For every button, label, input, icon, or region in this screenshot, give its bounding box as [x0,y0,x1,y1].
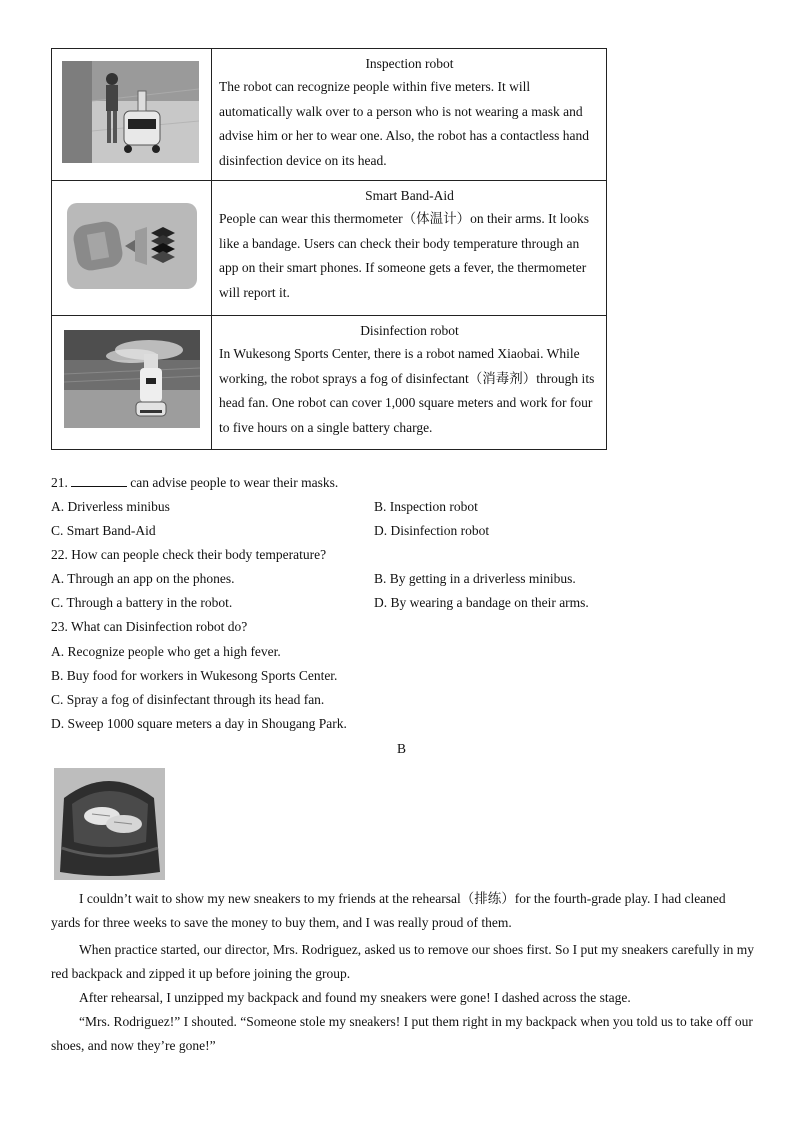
option-a: A. Driverless minibus [51,499,170,514]
option-d: D. Disinfection robot [374,523,490,538]
option-c: C. Smart Band-Aid [51,523,156,538]
table-text-cell [212,49,607,181]
robot-description: People can wear this thermometer（体温计）on their arms. It looks like a bandage. Users can check their body temperature through an app on their smart phones. If someone gets a fever, the thermometer will report it. [219,211,590,300]
table-image-cell [52,181,212,316]
option-c: C. Spray a fog of disinfectant through its head fan. [51,692,325,707]
story-paragraph: “Mrs. Rodriguez!” I shouted. “Someone stole my sneakers! I put them right in my backpack when you told us to take off our shoes, and now they’re gone!” [51,1014,753,1054]
option-a: A. Through an app on the phones. [51,571,235,586]
section-b-label: B [397,741,407,756]
smart-band-aid-illustration [67,203,211,293]
answer-blank [71,473,127,487]
option-b: B. Buy food for workers in Wukesong Sports Center. [51,668,338,683]
option-b: B. By getting in a driverless minibus. [374,571,576,586]
robot-title: Smart Band-Aid [365,188,454,203]
table-image-cell [52,49,212,181]
option-a: A. Recognize people who get a high fever. [51,644,281,659]
table-image-cell [52,316,212,450]
question-22: 22. How can people check their body temperature? [51,547,327,562]
question-stem: can advise people to wear their masks. [130,475,339,490]
story-paragraph: When practice started, our director, Mrs. Rodriguez, asked us to remove our shoes first. So I put my sneakers carefully in my red backpack and zipped it up before joining the group. [51,942,755,982]
question-23: 23. What can Disinfection robot do? [51,619,248,634]
backpack-sneakers-photo [54,768,165,884]
story-paragraph: I couldn’t wait to show my new sneakers to my friends at the rehearsal（排练）for the fourth-grade play. I had cleaned yards for three weeks to save the money to buy them, and I was really proud of them. [51,891,726,931]
robot-description: In Wukesong Sports Center, there is a robot named Xiaobai. While working, the robot sprays a fog of disinfectant（消毒剂）through its head fan. One robot can cover 1,000 square meters and work for four to five hours on a single battery charge. [219,346,595,435]
question-21 [51,471,338,495]
table-row [52,49,607,181]
table-text-cell [212,181,607,316]
robots-table [51,48,607,450]
question-number: 21. [51,475,68,490]
option-b: B. Inspection robot [374,499,478,514]
option-d: D. By wearing a bandage on their arms. [374,595,589,610]
table-row [52,316,607,450]
story-paragraph: After rehearsal, I unzipped my backpack and found my sneakers were gone! I dashed across the stage. [79,990,631,1005]
table-text-cell [212,316,607,450]
robot-title: Inspection robot [365,56,454,71]
option-c: C. Through a battery in the robot. [51,595,233,610]
robot-description: The robot can recognize people within five meters. It will automatically walk over to a person who is not wearing a mask and advise him or her to wear one. Also, the robot has a contactless hand disinfection device on its head. [219,79,590,168]
option-d: D. Sweep 1000 square meters a day in Shougang Park. [51,716,347,731]
robot-title: Disinfection robot [360,323,459,338]
table-row [52,181,607,316]
disinfection-robot-photo [64,330,211,432]
inspection-robot-photo [62,61,211,167]
